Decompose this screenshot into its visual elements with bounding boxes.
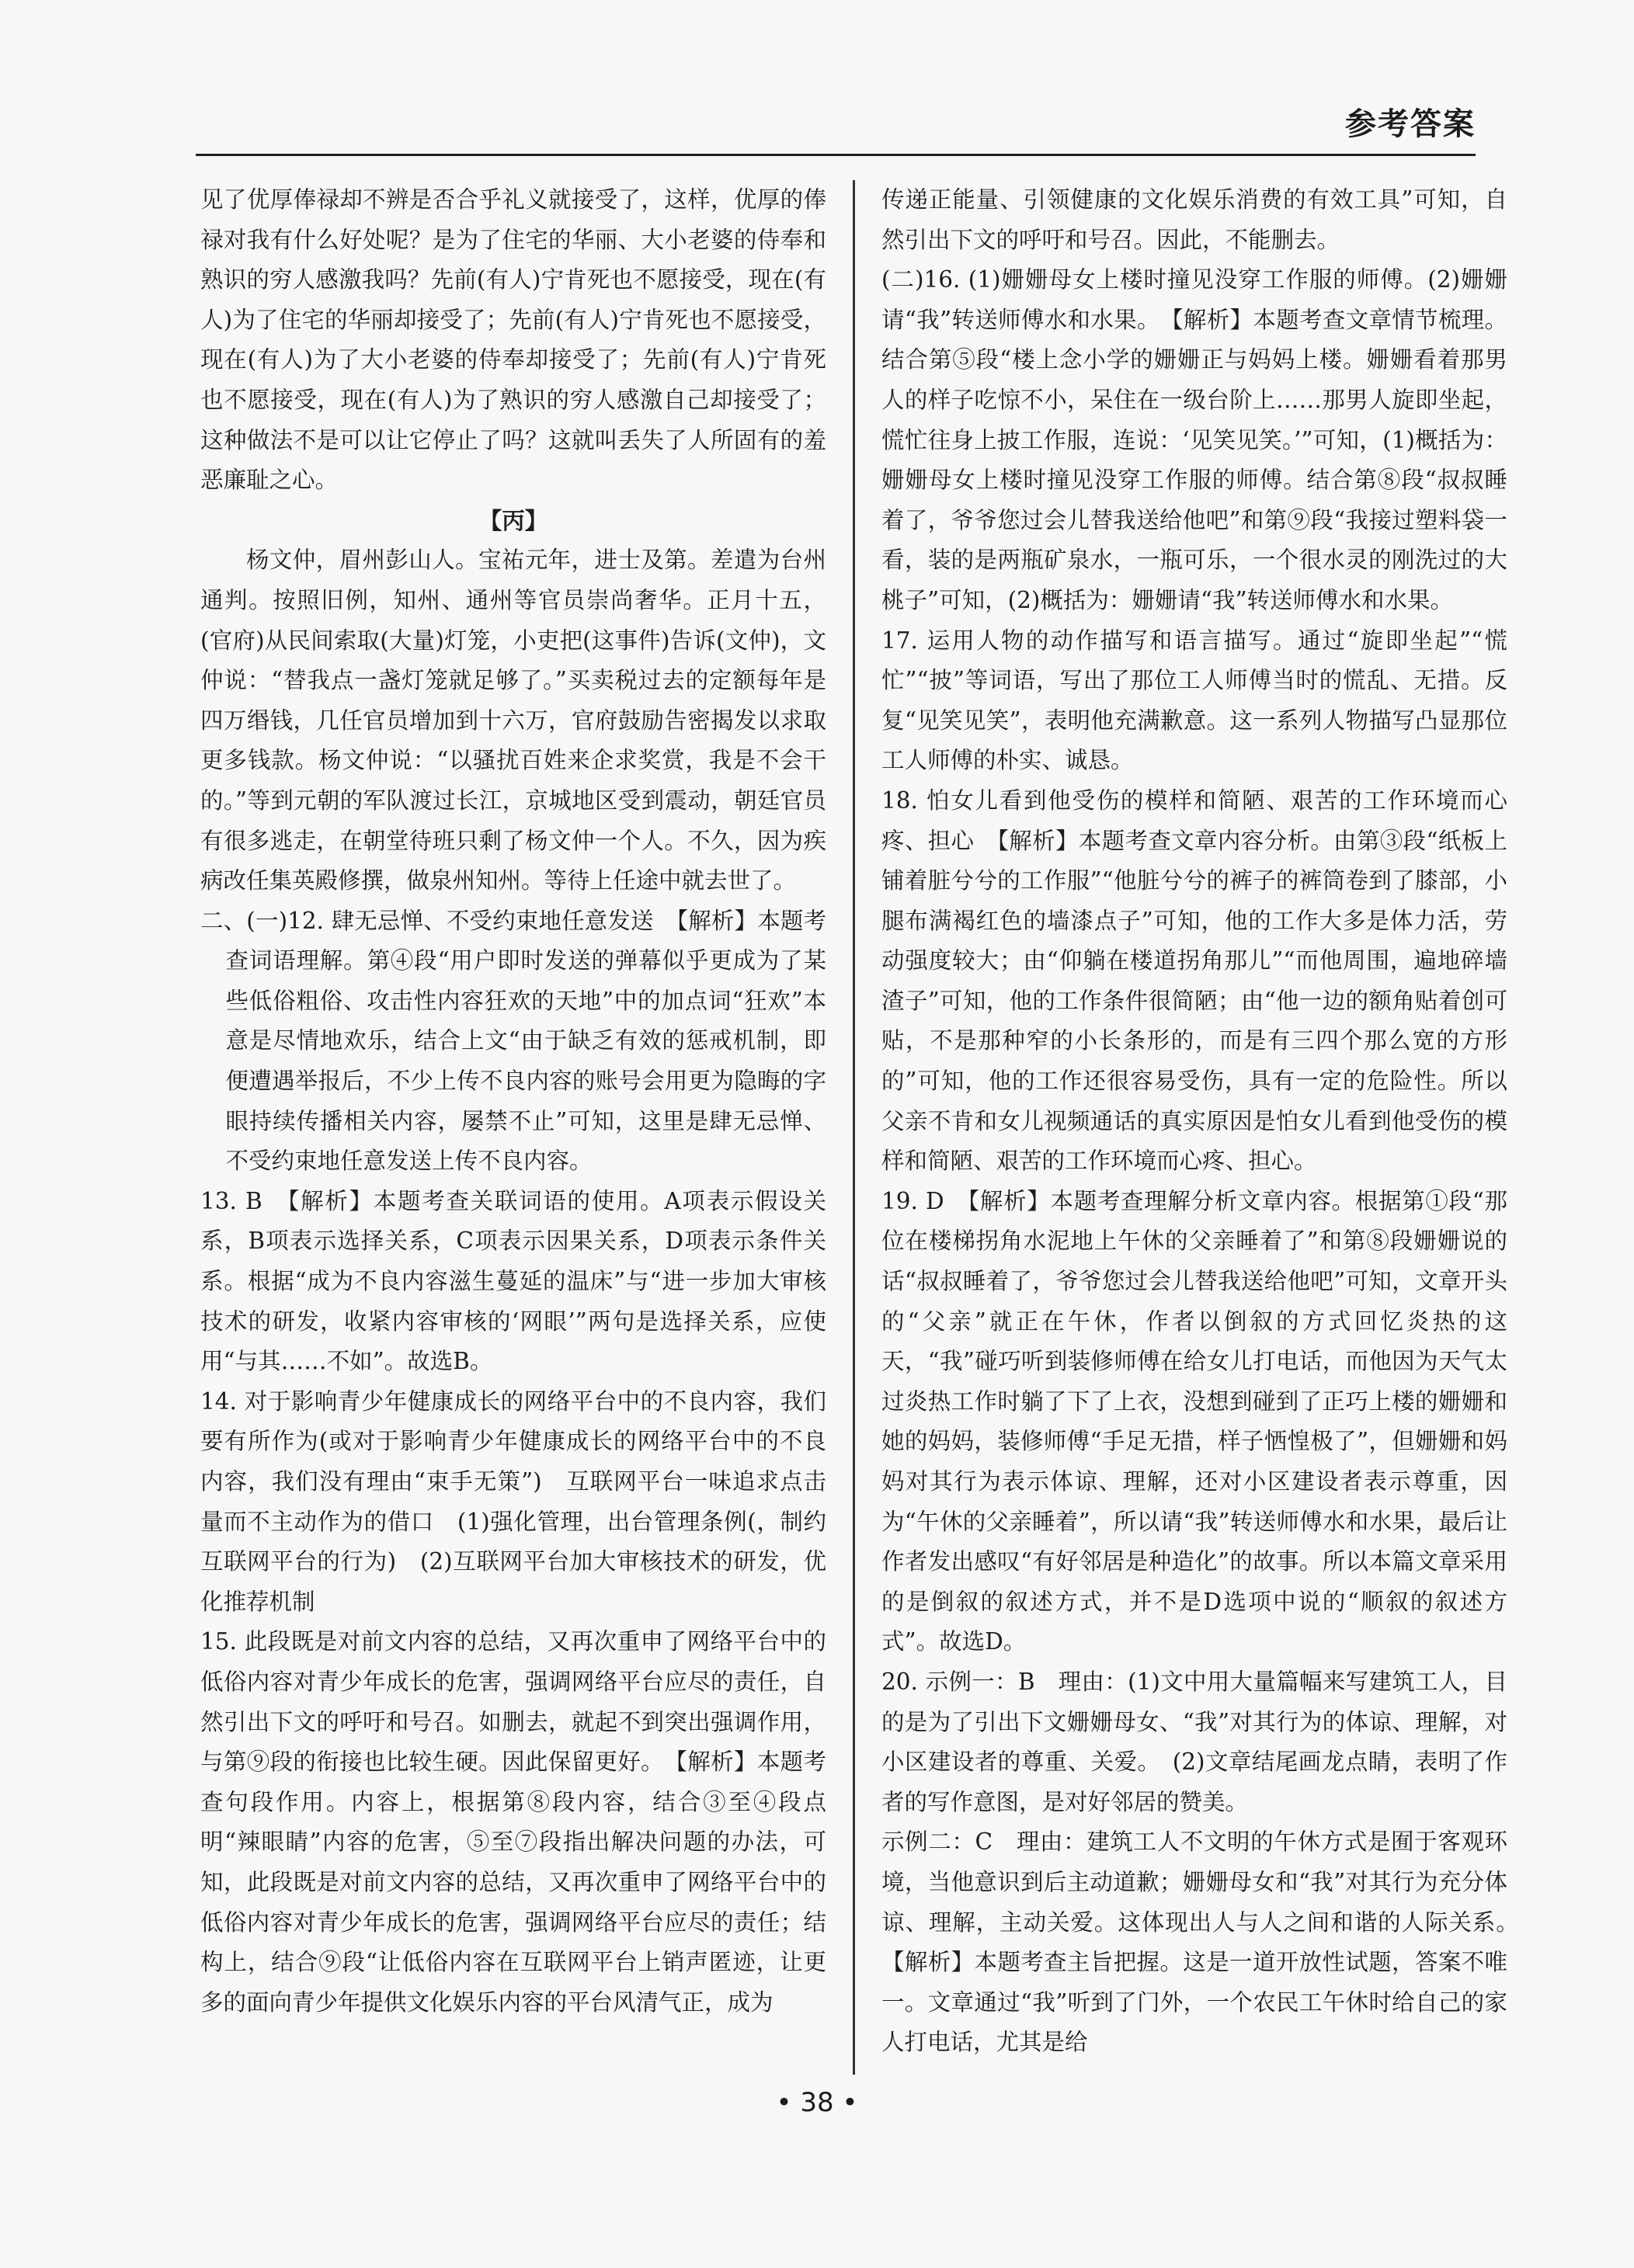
answer-17: 17. 运用人物的动作描写和语言描写。通过“旋即坐起”“慌忙”“披”等词语，写出了那位工人师傅当时的慌乱、无措。反复“见笑见笑”，表明他充满歉意。这一系列人物描写凸显那位工人师傅的朴实、诚恳。 [881,627,1507,774]
answer-14: 14. 对于影响青少年健康成长的网络平台中的不良内容，我们要有所作为(或对于影响青少年健康成长的网络平台中的不良内容，我们没有理由“束手无策”) 互联网平台一味追求点击量而不主动作为的借口 (1)强化管理，出台管理条例(，制约互联网平台的行为) (2)互联网平台加大审核技术的研发，优化推荐机制 [200,1388,826,1615]
page-header-title: 参考答案 [1345,106,1476,142]
answer-12: 二、(一)12. 肆无忌惮、不受约束地任意发送 【解析】本题考查词语理解。第④段“用户即时发送的弹幕似乎更成为了某些低俗粗俗、攻击性内容狂欢的天地”中的加点词“狂欢”本意是尽情地欢乐，结合上文“由于缺乏有效的惩戒机制，即便遭遇举报后，不少上传不良内容的账号会用更为隐晦的字眼持续传播相关内容，屡禁不止”可知，这里是肆无忌惮、不受约束地任意发送上传不良内容。 [200,907,826,1175]
answer-15-continued: 传递正能量、引领健康的文化娱乐消费的有效工具”可知，自然引出下文的呼吁和号召。因此，不能删去。 [881,186,1507,253]
translation-bing: 杨文仲，眉州彭山人。宝祐元年，进士及第。差遣为台州通判。按照旧例，知州、通州等官员崇尚奢华。正月十五，(官府)从民间索取(大量)灯笼，小吏把(这事件)告诉(文仲)，文仲说：“替我点一盏灯笼就足够了。”买卖税过去的定额每年是四万缗钱，几任官员增加到十六万，官府鼓励告密揭发以求取更多钱款。杨文仲说：“以骚扰百姓来企求奖赏，我是不会干的。”等到元朝的军队渡过长江，京城地区受到震动，朝廷官员有很多逃走，在朝堂待班只剩了杨文仲一个人。不久，因为疾病改任集英殿修撰，做泉州知州。等待上任途中就去世了。 [200,547,826,894]
answer-20-example-2: 示例二：C 理由：建筑工人不文明的午休方式是囿于客观环境，当他意识到后主动道歉；姗姗母女和“我”对其行为充分体谅、理解，主动关爱。这体现出人与人之间和谐的人际关系。 【解析】本题考查主旨把握。这是一道开放性试题，答案不唯一。文章通过“我”听到了门外，一个农民工午休时给自己的家人打电话，尤其是给 [881,1829,1531,2056]
translation-continued: 见了优厚俸禄却不辨是否合乎礼义就接受了，这样，优厚的俸禄对我有什么好处呢？是为了住宅的华丽、大小老婆的侍奉和熟识的穷人感激我吗？先前(有人)宁肯死也不愿接受，现在(有人)为了住宅的华丽却接受了；先前(有人)宁肯死也不愿接受，现在(有人)为了大小老婆的侍奉却接受了；先前(有人)宁肯死也不愿接受，现在(有人)为了熟识的穷人感激自己却接受了；这种做法不是可以让它停止了吗？这就叫丢失了人所固有的羞恶廉耻之心。 [200,186,826,494]
right-column [881,180,1531,2063]
answer-20-example-1: 20. 示例一：B 理由：(1)文中用大量篇幅来写建筑工人，目的是为了引出下文姗姗母女、“我”对其行为的体谅、理解，对小区建设者的尊重、关爱。 (2)文章结尾画龙点睛，表明了作者的写作意图，是对好邻居的赞美。 [881,1668,1507,1815]
answer-13: 13. B 【解析】本题考查关联词语的使用。A项表示假设关系，B项表示选择关系，C项表示因果关系，D项表示条件关系。根据“成为不良内容滋生蔓延的温床”与“进一步加大审核技术的研发，收紧内容审核的‘网眼’”两句是选择关系，应使用“与其……不如”。故选B。 [200,1187,826,1375]
page-number: • 38 • [776,2087,858,2118]
section-heading-bing: 【丙】 [478,506,548,534]
answer-15: 15. 此段既是对前文内容的总结，又再次重申了网络平台中的低俗内容对青少年成长的危害，强调网络平台应尽的责任，自然引出下文的呼吁和号召。如删去，就起不到突出强调作用，与第⑨段的衔接也比较生硬。因此保留更好。 【解析】本题考查句段作用。内容上，根据第⑧段内容，结合③至④段点明“辣眼睛”内容的危害，⑤至⑦段指出解决问题的办法，可知，此段既是对前文内容的总结，又再次重申了网络平台中的低俗内容对青少年成长的危害，强调网络平台应尽的责任；结构上，结合⑨段“让低俗内容在互联网平台上销声匿迹，让更多的面向青少年提供文化娱乐内容的平台风清气正，成为 [200,1628,826,2016]
left-column [200,180,826,2023]
answer-18: 18. 怕女儿看到他受伤的模样和简陋、艰苦的工作环境而心疼、担心 【解析】本题考查文章内容分析。由第③段“纸板上铺着脏兮兮的工作服”“他脏兮兮的裤子的裤筒卷到了膝部，小腿布满褐红色的墙漆点子”可知，他的工作大多是体力活，劳动强度较大；由“仰躺在楼道拐角那儿”“而他周围，遍地碎墙渣子”可知，他的工作条件很简陋；由“他一边的额角贴着创可贴，不是那种窄的小长条形的，而是有三四个那么宽的方形的”可知，他的工作还很容易受伤，具有一定的危险性。所以父亲不肯和女儿视频通话的真实原因是怕女儿看到他受伤的模样和简陋、艰苦的工作环境而心疼、担心。 [881,787,1507,1175]
answer-16: (二)16. (1)姗姗母女上楼时撞见没穿工作服的师傅。(2)姗姗请“我”转送师傅水和水果。 【解析】本题考查文章情节梳理。结合第⑤段“楼上念小学的姗姗正与妈妈上楼。姗姗看着那男人的样子吃惊不小，呆住在一级台阶上……那男人旋即坐起，慌忙往身上披工作服，连说：‘见笑见笑。’”可知，(1)概括为：姗姗母女上楼时撞见没穿工作服的师傅。结合第⑧段“叔叔睡着了，爷爷您过会儿替我送给他吧”和第⑨段“我接过塑料袋一看，装的是两瓶矿泉水，一瓶可乐，一个很水灵的刚洗过的大桃子”可知，(2)概括为：姗姗请“我”转送师傅水和水果。 [881,266,1507,613]
column-divider [853,180,855,2075]
answer-19: 19. D 【解析】本题考查理解分析文章内容。根据第①段“那位在楼梯拐角水泥地上午休的父亲睡着了”和第⑧段姗姗说的话“叔叔睡着了，爷爷您过会儿替我送给他吧”可知，文章开头的“父亲”就正在午休，作者以倒叙的方式回忆炎热的这天，“我”碰巧听到装修师傅在给女儿打电话，而他因为天气太过炎热工作时躺了下了上衣，没想到碰到了正巧上楼的姗姗和她的妈妈，装修师傅“手足无措，样子恓惶极了”，但姗姗和妈妈对其行为表示体谅、理解，还对小区建设者表示尊重，因为“午休的父亲睡着”，所以请“我”转送师傅水和水果，最后让作者发出感叹“有好邻居是种造化”的故事。所以本篇文章采用的是倒叙的叙述方式，并不是D选项中说的“顺叙的叙述方式”。故选D。 [881,1187,1507,1655]
header-rule [196,154,1476,156]
